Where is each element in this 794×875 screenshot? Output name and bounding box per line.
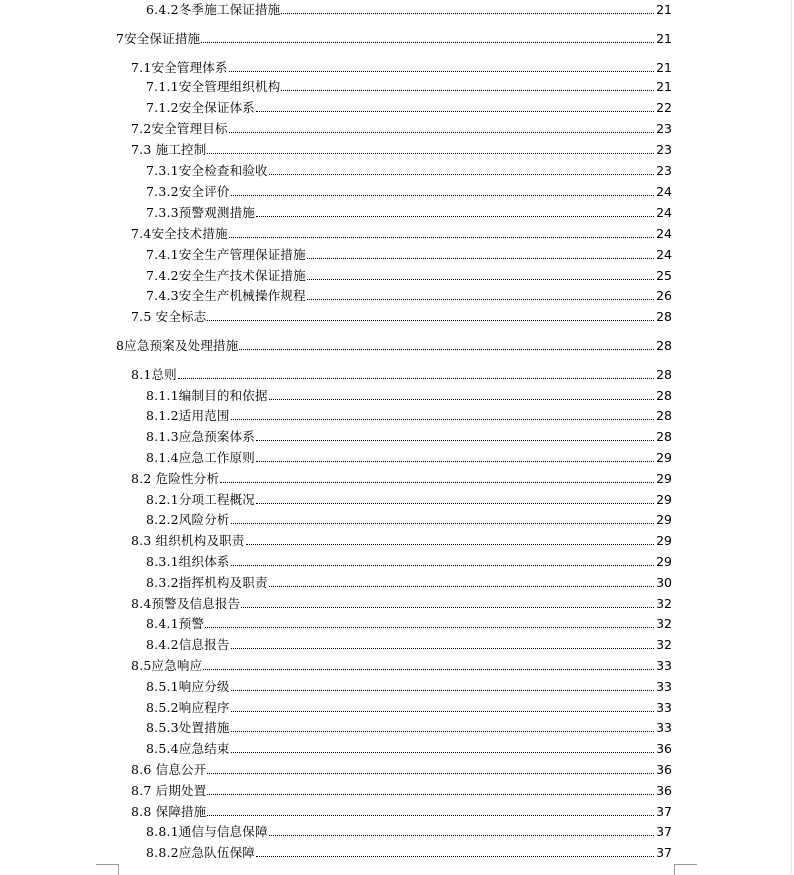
toc-dot-leader — [229, 132, 654, 133]
toc-dot-leader — [207, 815, 654, 816]
toc-page-number: 28 — [656, 388, 672, 403]
toc-dot-leader — [178, 378, 654, 379]
toc-page-number: 28 — [656, 429, 672, 444]
toc-dot-leader — [220, 482, 654, 483]
toc-entry-title: 7.5 安全标志 — [131, 309, 207, 324]
toc-entry-title: 7.3.3预警观测措施 — [146, 205, 256, 220]
toc-page-number: 30 — [656, 575, 672, 590]
toc-entry-title: 8.4预警及信息报告 — [131, 596, 241, 611]
toc-entry-title: 7.3.1安全检查和验收 — [146, 163, 268, 178]
toc-dot-leader — [246, 544, 655, 545]
toc-page-number: 33 — [656, 720, 672, 735]
toc-dot-leader — [256, 111, 654, 112]
toc-dot-leader — [229, 237, 654, 238]
toc-entry-level-2[interactable] — [131, 119, 672, 136]
toc-entry-level-1[interactable] — [116, 29, 672, 46]
toc-entry-title: 8.2.2风险分析 — [146, 512, 230, 527]
toc-entry-level-3[interactable] — [146, 739, 672, 756]
toc-dot-leader — [231, 711, 654, 712]
toc-entry-level-2[interactable] — [131, 469, 672, 486]
toc-entry-title: 8.1.3应急预案体系 — [146, 429, 256, 444]
toc-page-number: 33 — [656, 700, 672, 715]
toc-dot-leader — [231, 690, 654, 691]
toc-entry-title: 8.5.4应急结束 — [146, 741, 230, 756]
toc-page-number: 26 — [656, 288, 672, 303]
toc-dot-leader — [256, 216, 654, 217]
toc-dot-leader — [231, 419, 654, 420]
toc-page-number: 29 — [656, 471, 672, 486]
toc-page-number: 28 — [656, 309, 672, 324]
toc-entry-level-2[interactable] — [131, 224, 672, 241]
toc-dot-leader — [256, 440, 654, 441]
toc-entry-title: 7.4.3安全生产机械操作规程 — [146, 288, 306, 303]
toc-page-number: 23 — [656, 163, 672, 178]
toc-page-number: 29 — [656, 554, 672, 569]
toc-entry-level-2[interactable] — [131, 58, 672, 75]
toc-dot-leader — [307, 258, 654, 259]
toc-page-number: 21 — [656, 31, 672, 46]
toc-page-number: 36 — [656, 741, 672, 756]
toc-page-number: 21 — [656, 79, 672, 94]
toc-entry-level-3[interactable] — [146, 427, 672, 444]
toc-entry-level-3[interactable] — [146, 77, 672, 94]
toc-dot-leader — [256, 503, 654, 504]
toc-entry-level-3[interactable] — [146, 406, 672, 423]
toc-entry-level-3[interactable] — [146, 614, 672, 631]
toc-entry-level-3[interactable] — [146, 635, 672, 652]
toc-entry-level-3[interactable] — [146, 822, 672, 839]
toc-dot-leader — [231, 752, 654, 753]
toc-entry-title: 8.6 信息公开 — [131, 762, 207, 777]
toc-dot-leader — [231, 523, 654, 524]
toc-entry-level-3[interactable] — [146, 286, 672, 303]
toc-dot-leader — [231, 648, 654, 649]
toc-entry-level-3[interactable] — [146, 448, 672, 465]
toc-entry-title: 8应急预案及处理措施 — [116, 338, 239, 353]
toc-page-number: 28 — [656, 367, 672, 382]
toc-entry-title: 7.4.2安全生产技术保证措施 — [146, 268, 306, 283]
toc-entry-title: 6.4.2冬季施工保证措施 — [146, 2, 281, 17]
toc-page-number: 32 — [656, 637, 672, 652]
toc-dot-leader — [281, 90, 654, 91]
toc-entry-title: 8.7 后期处置 — [131, 783, 207, 798]
toc-dot-leader — [205, 627, 654, 628]
toc-entry-title: 7.4安全技术措施 — [131, 226, 228, 241]
toc-entry-level-2[interactable] — [131, 656, 672, 673]
toc-dot-leader — [229, 71, 654, 72]
toc-page-number: 28 — [656, 408, 672, 423]
toc-dot-leader — [231, 195, 654, 196]
toc-entry-level-2[interactable] — [131, 802, 672, 819]
toc-entry-title: 7安全保证措施 — [116, 31, 201, 46]
toc-entry-level-3[interactable] — [146, 98, 672, 115]
toc-entry-level-3[interactable] — [146, 843, 672, 860]
toc-page-number: 29 — [656, 533, 672, 548]
toc-page-number: 22 — [656, 100, 672, 115]
toc-dot-leader — [256, 856, 654, 857]
toc-page-number: 37 — [656, 845, 672, 860]
toc-page-number: 32 — [656, 616, 672, 631]
toc-dot-leader — [207, 320, 654, 321]
toc-dot-leader — [241, 607, 654, 608]
toc-entry-level-2[interactable] — [131, 531, 672, 548]
toc-page-number: 33 — [656, 679, 672, 694]
toc-entry-level-1[interactable] — [116, 336, 672, 353]
toc-page-number: 36 — [656, 783, 672, 798]
toc-entry-level-3[interactable] — [146, 698, 672, 715]
toc-dot-leader — [201, 42, 654, 43]
toc-entry-title: 8.4.1预警 — [146, 616, 205, 631]
toc-page-number: 23 — [656, 121, 672, 136]
toc-entry-level-2[interactable] — [131, 307, 672, 324]
toc-entry-level-3[interactable] — [146, 677, 672, 694]
toc-entry-level-3[interactable] — [146, 718, 672, 735]
toc-page-number: 28 — [656, 338, 672, 353]
toc-dot-leader — [207, 153, 654, 154]
toc-entry-level-3[interactable] — [146, 266, 672, 283]
toc-entry-title: 7.3.2安全评价 — [146, 184, 230, 199]
toc-entry-level-2[interactable] — [131, 140, 672, 157]
toc-entry-level-2[interactable] — [131, 365, 672, 382]
toc-dot-leader — [207, 794, 654, 795]
toc-entry-level-3[interactable] — [146, 182, 672, 199]
toc-dot-leader — [256, 461, 654, 462]
toc-entry-level-3[interactable] — [146, 490, 672, 507]
toc-dot-leader — [269, 174, 654, 175]
toc-page-number: 24 — [656, 226, 672, 241]
toc-entry-level-3[interactable] — [146, 573, 672, 590]
toc-entry-title: 7.4.1安全生产管理保证措施 — [146, 247, 306, 262]
toc-entry-title: 8.3.1组织体系 — [146, 554, 230, 569]
toc-entry-title: 8.5应急响应 — [131, 658, 203, 673]
toc-dot-leader — [239, 349, 654, 350]
page-edge-shadow — [791, 0, 792, 874]
toc-page-number: 36 — [656, 762, 672, 777]
toc-page-number: 29 — [656, 492, 672, 507]
toc-entry-level-3[interactable] — [146, 245, 672, 262]
toc-dot-leader — [231, 565, 654, 566]
toc-entry-title: 7.3 施工控制 — [131, 142, 207, 157]
toc-page-number: 33 — [656, 658, 672, 673]
toc-entry-title: 7.1.1安全管理组织机构 — [146, 79, 281, 94]
toc-page-number: 24 — [656, 205, 672, 220]
page-corner-mark-bottom-right — [674, 864, 697, 875]
toc-entry-title: 8.3 组织机构及职责 — [131, 533, 245, 548]
toc-entry-title: 8.4.2信息报告 — [146, 637, 230, 652]
toc-page-number: 23 — [656, 142, 672, 157]
toc-dot-leader — [269, 399, 654, 400]
toc-entry-title: 8.1总则 — [131, 367, 177, 382]
toc-dot-leader — [203, 669, 654, 670]
toc-entry-title: 7.1安全管理体系 — [131, 60, 228, 75]
toc-entry-title: 8.8.1通信与信息保障 — [146, 824, 268, 839]
toc-page-number: 29 — [656, 450, 672, 465]
toc-page-number: 37 — [656, 804, 672, 819]
toc-dot-leader — [207, 773, 654, 774]
toc-dot-leader — [231, 731, 654, 732]
toc-dot-leader — [269, 586, 654, 587]
toc-entry-title: 8.5.3处置措施 — [146, 720, 230, 735]
toc-entry-title: 8.2.1分项工程概况 — [146, 492, 256, 507]
toc-dot-leader — [307, 299, 654, 300]
toc-entry-title: 8.1.2适用范围 — [146, 408, 230, 423]
toc-page-number: 25 — [656, 268, 672, 283]
toc-page-number: 21 — [656, 60, 672, 75]
toc-entry-title: 7.2安全管理目标 — [131, 121, 228, 136]
toc-entry-title: 8.8 保障措施 — [131, 804, 207, 819]
toc-page-number: 29 — [656, 512, 672, 527]
toc-page-number: 24 — [656, 247, 672, 262]
toc-dot-leader — [281, 13, 654, 14]
toc-dot-leader — [307, 279, 654, 280]
toc-page-number: 21 — [656, 2, 672, 17]
toc-dot-leader — [269, 835, 654, 836]
toc-entry-level-3[interactable] — [146, 203, 672, 220]
toc-entry-title: 8.2 危险性分析 — [131, 471, 220, 486]
page-corner-mark-bottom-left — [96, 864, 119, 875]
toc-entry-title: 8.1.4应急工作原则 — [146, 450, 256, 465]
toc-entry-level-2[interactable] — [131, 594, 672, 611]
toc-entry-level-3[interactable] — [146, 161, 672, 178]
toc-entry-title: 8.3.2指挥机构及职责 — [146, 575, 268, 590]
toc-page-number: 32 — [656, 596, 672, 611]
toc-entry-level-2[interactable] — [131, 760, 672, 777]
toc-entry-title: 8.5.1响应分级 — [146, 679, 230, 694]
toc-entry-level-3[interactable] — [146, 552, 672, 569]
toc-page-number: 24 — [656, 184, 672, 199]
toc-entry-level-3[interactable] — [146, 510, 672, 527]
toc-entry-title: 8.5.2响应程序 — [146, 700, 230, 715]
toc-entry-level-3[interactable] — [146, 0, 672, 17]
toc-page-number: 37 — [656, 824, 672, 839]
toc-entry-title: 7.1.2安全保证体系 — [146, 100, 256, 115]
toc-entry-title: 8.8.2应急队伍保障 — [146, 845, 256, 860]
toc-entry-level-2[interactable] — [131, 781, 672, 798]
toc-entry-title: 8.1.1编制目的和依据 — [146, 388, 268, 403]
toc-entry-level-3[interactable] — [146, 386, 672, 403]
